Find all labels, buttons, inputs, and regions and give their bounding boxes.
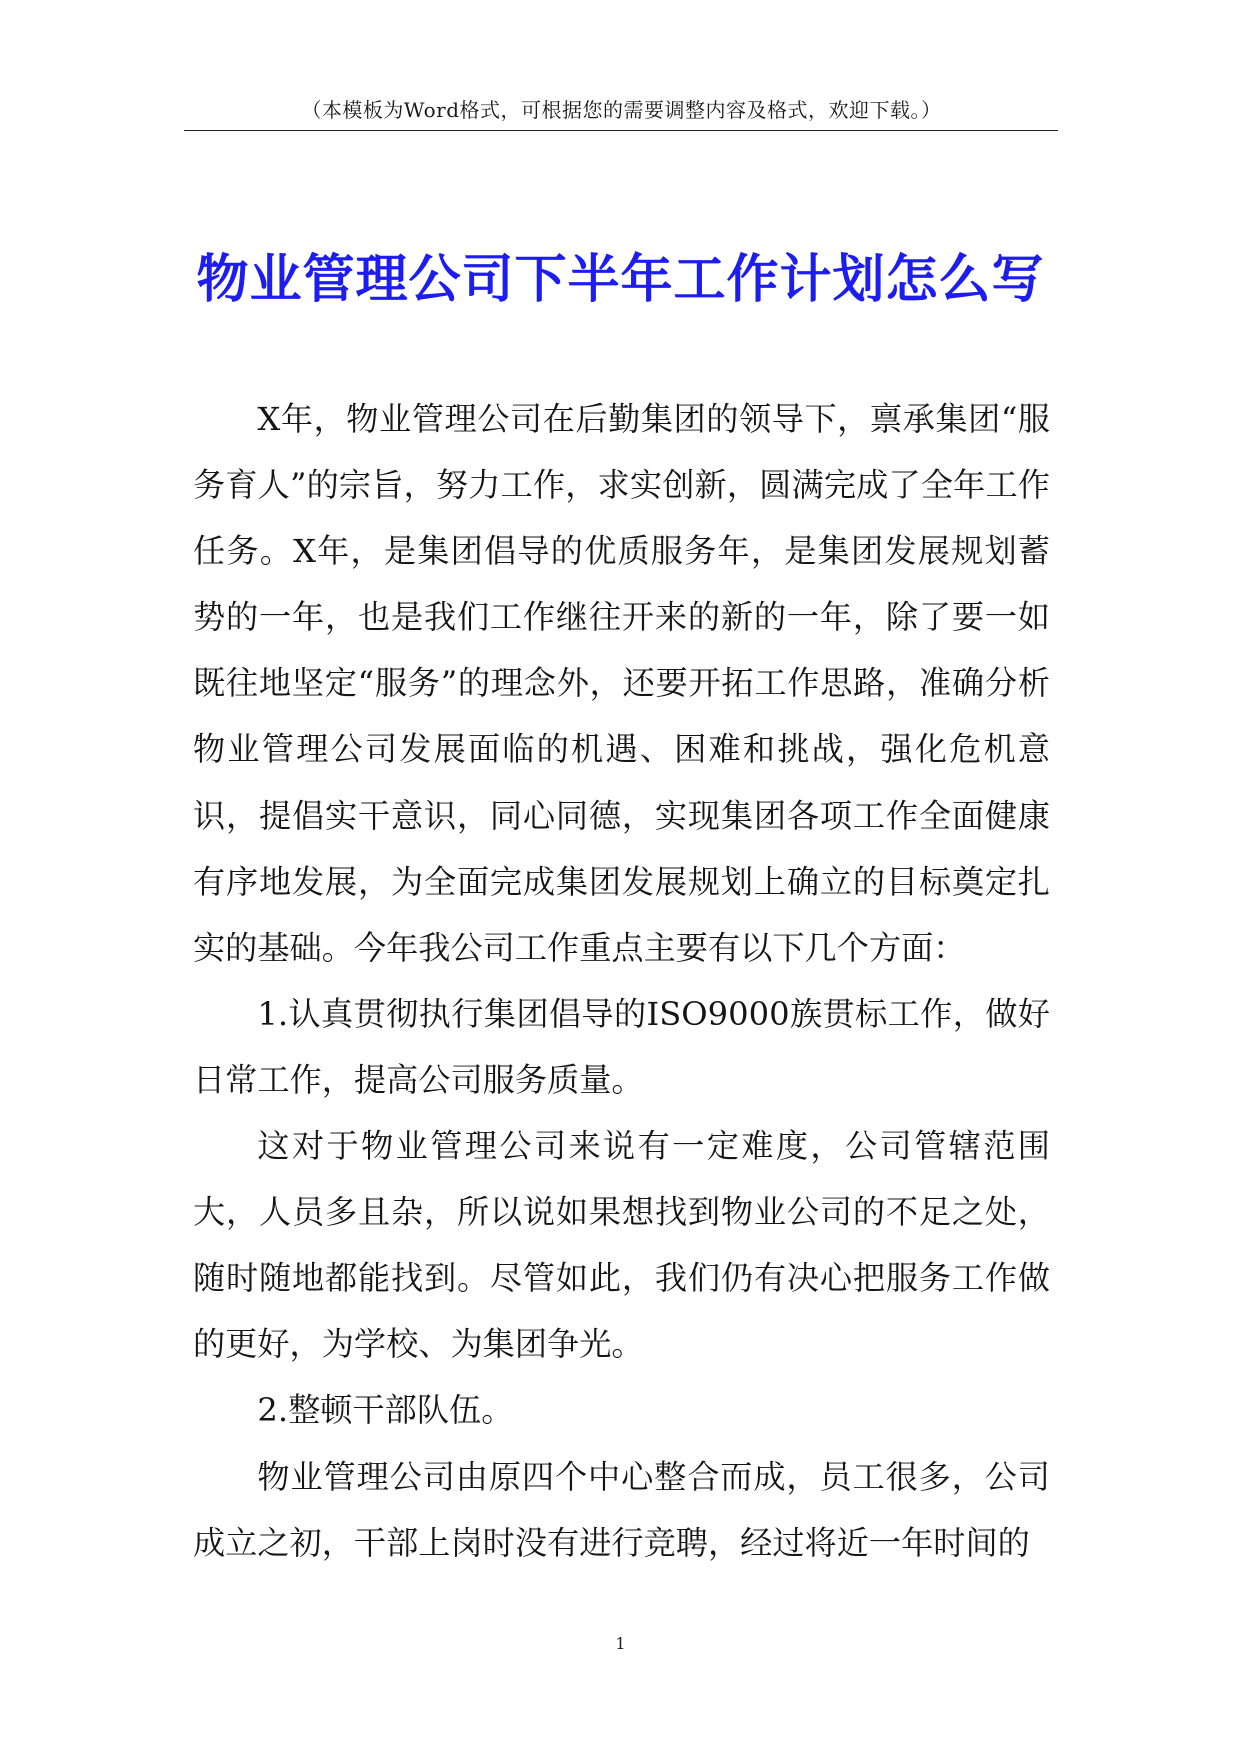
paragraph-item-2-detail: 物业管理公司由原四个中心整合而成，员工很多，公司成立之初，干部上岗时没有进行竞聘，经过将近一年时间的	[193, 1457, 1050, 1562]
paragraph-item-1-detail: 这对于物业管理公司来说有一定难度，公司管辖范围大，人员多且杂，所以说如果想找到物业公司的不足之处，随时随地都能找到。尽管如此，我们仍有决心把服务工作做的更好，为学校、为集团争光。	[193, 1127, 1050, 1364]
header-divider	[184, 130, 1058, 131]
page-number: 1	[615, 1634, 626, 1653]
paragraph-intro: X年，物业管理公司在后勤集团的领导下，禀承集团“服务育人”的宗旨，努力工作，求实创新，圆满完成了全年工作任务。X年，是集团倡导的优质服务年，是集团发展规划蓄势的一年，也是我们工作继往开来的新的一年，除了要一如既往地坚定“服务”的理念外，还要开拓工作思路，准确分析物业管理公司发展面临的机遇、困难和挑战，强化危机意识，提倡实干意识，同心同德，实现集团各项工作全面健康有序地发展，为全面完成集团发展规划上确立的目标奠定扎实的基础。今年我公司工作重点主要有以下几个方面：	[193, 400, 1050, 967]
paragraph-item-2: 2.整顿干部队伍。	[257, 1391, 514, 1430]
document-title: 物业管理公司下半年工作计划怎么写	[196, 249, 1045, 310]
paragraph-item-1: 1.认真贯彻执行集团倡导的ISO9000族贯标工作，做好日常工作，提高公司服务质量。	[193, 994, 1050, 1099]
document-body	[193, 386, 1050, 1576]
template-note: （本模板为Word格式，可根据您的需要调整内容及格式，欢迎下载。）	[301, 98, 942, 122]
